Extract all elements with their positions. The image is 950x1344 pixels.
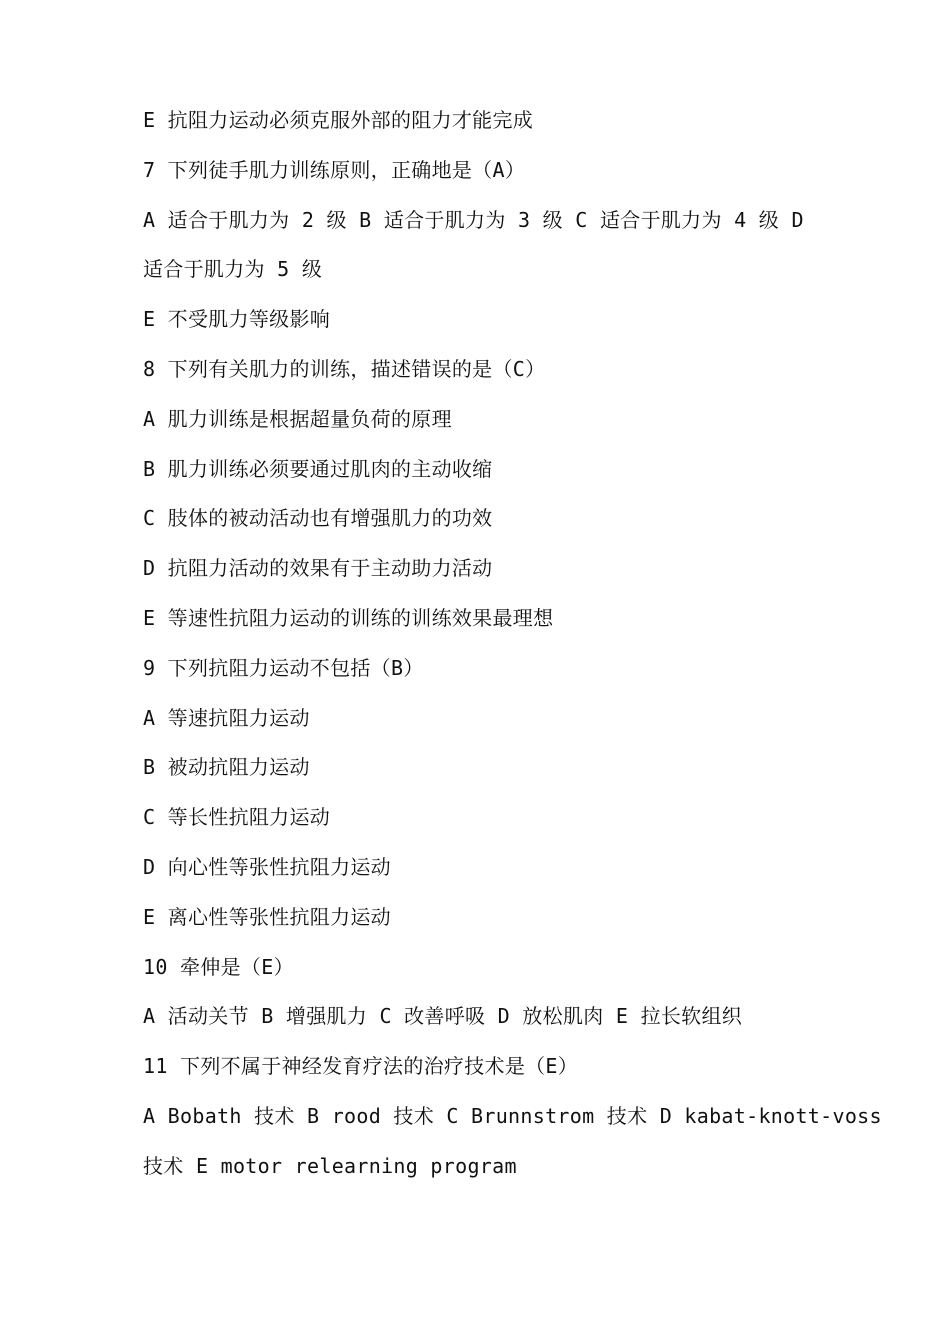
question-9-option-c-line: C 等长性抗阻力运动 [143,805,331,830]
question-10-line: 10 牵伸是（E） [143,954,294,979]
question-8-option-d-line: D 抗阻力活动的效果有于主动助力活动 [143,556,493,581]
option-e-line: E 抗阻力运动必须克服外部的阻力才能完成 [143,108,534,132]
question-9-option-d-line: D 向心性等张性抗阻力运动 [143,854,391,879]
question-9-line: 9 下列抗阻力运动不包括（B） [143,655,424,680]
question-7-options-continued-line: 适合于肌力为 5 级 [143,257,323,282]
question-10-options-line: A 活动关节 B 增强肌力 C 改善呼吸 D 放松肌肉 E 拉长软组织 [143,1004,743,1029]
question-text-block [143,96,882,1192]
question-7-options-line: A 适合于肌力为 2 级 B 适合于肌力为 3 级 C 适合于肌力为 4 级 D [143,207,804,232]
question-8-option-e-line: E 等速性抗阻力运动的训练的训练效果最理想 [143,605,554,630]
question-11-line: 11 下列不属于神经发育疗法的治疗技术是（E） [143,1054,579,1079]
question-9-option-e-line: E 离心性等张性抗阻力运动 [143,904,391,929]
question-8-option-a-line: A 肌力训练是根据超量负荷的原理 [143,406,452,431]
question-11-options-continued-line: 技术 E motor relearning program [143,1153,517,1178]
question-7-option-e-line: E 不受肌力等级影响 [143,307,331,332]
question-9-option-a-line: A 等速抗阻力运动 [143,705,310,730]
question-9-option-b-line: B 被动抗阻力运动 [143,755,310,780]
question-8-option-c-line: C 肢体的被动活动也有增强肌力的功效 [143,506,493,531]
question-8-option-b-line: B 肌力训练必须要通过肌肉的主动收缩 [143,456,493,481]
question-8-line: 8 下列有关肌力的训练，描述错误的是（C） [143,356,546,381]
question-7-line: 7 下列徒手肌力训练原则，正确地是（A） [143,157,526,182]
question-11-options-line: A Bobath 技术 B rood 技术 C Brunnstrom 技术 D kabat-knott-voss [143,1103,882,1128]
